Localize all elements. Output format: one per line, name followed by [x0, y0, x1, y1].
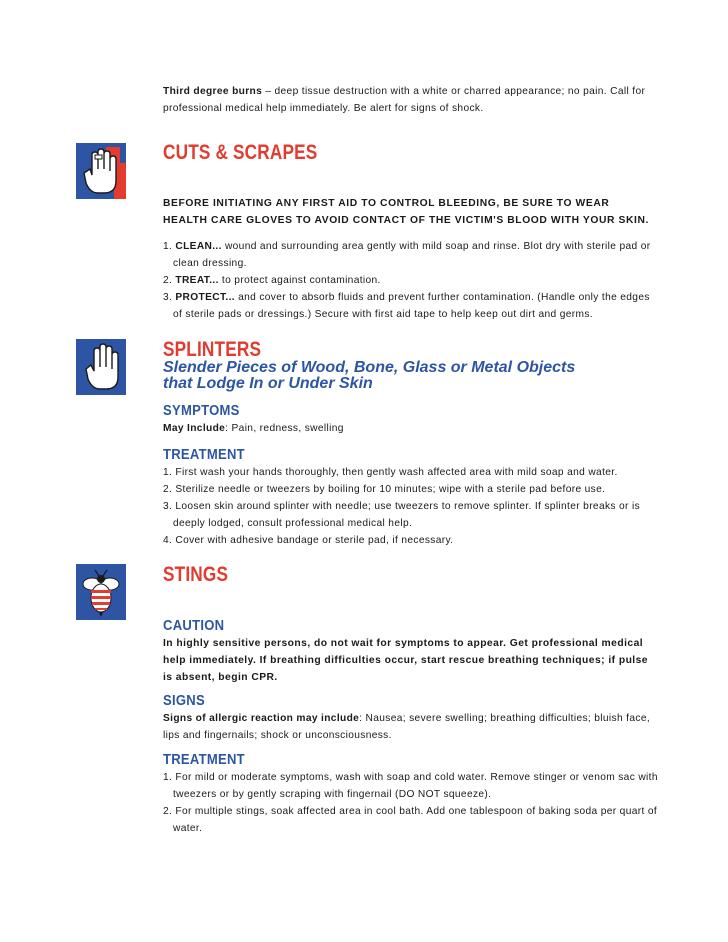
cuts-title: CUTS & SCRAPES — [163, 141, 318, 164]
splinters-subtitle-2: that Lodge In or Under Skin — [163, 375, 373, 392]
cuts-warning: BEFORE INITIATING ANY FIRST AID TO CONTROL BLEEDING, BE SURE TO WEAR HEALTH CARE GLOVES TO AVOID CONTACT OF THE VICTIM'S BLOOD WITH YOUR SKIN. — [163, 198, 649, 226]
splinters-title: SPLINTERS — [163, 338, 262, 361]
splinters-treatment-list — [163, 464, 653, 549]
list-item: 2. For multiple stings, soak affected area in cool bath. Add one tablespoon of baking soda per quart of water. — [163, 806, 658, 834]
caution-heading: CAUTION — [163, 618, 225, 634]
list-item: 4. Cover with adhesive bandage or sterile pad, if necessary. — [163, 535, 454, 546]
list-item: 1. CLEAN... wound and surrounding area gently with mild soap and rinse. Blot dry with sterile pad or clean dressing. — [163, 241, 651, 269]
caution-text: In highly sensitive persons, do not wait for symptoms to appear. Get professional medical help immediately. If breathing difficulties occur, start rescue breathing techniques; if pulse is absent, begin CPR. — [163, 638, 648, 683]
list-item: 1. For mild or moderate symptoms, wash with soap and cold water. Remove stinger or venom sac with tweezers or by gently scraping with fingernail (DO NOT squeeze). — [163, 772, 658, 800]
list-item: 3. Loosen skin around splinter with needle; use tweezers to remove splinter. If splinter breaks or is deeply lodged, consult professional medical help. — [163, 501, 641, 529]
signs-heading: SIGNS — [163, 693, 205, 709]
list-item: 2. TREAT... to protect against contamination. — [163, 275, 381, 286]
stings-treatment-heading: TREATMENT — [163, 752, 245, 768]
list-item: 2. Sterilize needle or tweezers by boiling for 10 minutes; wipe with a sterile pad before use. — [163, 484, 606, 495]
cut-hand-icon — [76, 143, 126, 199]
stings-title: STINGS — [163, 563, 229, 586]
splinters-subtitle-1: Slender Pieces of Wood, Bone, Glass or Metal Objects — [163, 359, 576, 376]
bee-icon — [76, 564, 126, 620]
burns-paragraph — [163, 83, 653, 117]
hand-icon — [76, 339, 126, 395]
burns-text: – deep tissue destruction with a white or charred appearance; no pain. Call for professional medical help immediately. Be alert for signs of shock. — [163, 86, 646, 114]
signs-text: Signs of allergic reaction may include: Nausea; severe swelling; breathing difficulties; bluish face, lips and fingernails; shock or unconsciousness. — [163, 713, 651, 741]
cuts-steps — [163, 238, 658, 323]
list-item: 3. PROTECT... and cover to absorb fluids and prevent further contamination. (Handle only the edges of sterile pads or dressings.) Secure with first aid tape to help keep out dirt and germs. — [163, 292, 650, 320]
list-item: 1. First wash your hands thoroughly, then gently wash affected area with mild soap and water. — [163, 467, 618, 478]
stings-treatment-list — [163, 769, 658, 837]
burns-lead: Third degree burns — [163, 86, 263, 97]
splinters-treatment-heading: TREATMENT — [163, 447, 245, 463]
symptoms-text: May Include: Pain, redness, swelling — [163, 423, 344, 434]
symptoms-heading: SYMPTOMS — [163, 403, 240, 419]
